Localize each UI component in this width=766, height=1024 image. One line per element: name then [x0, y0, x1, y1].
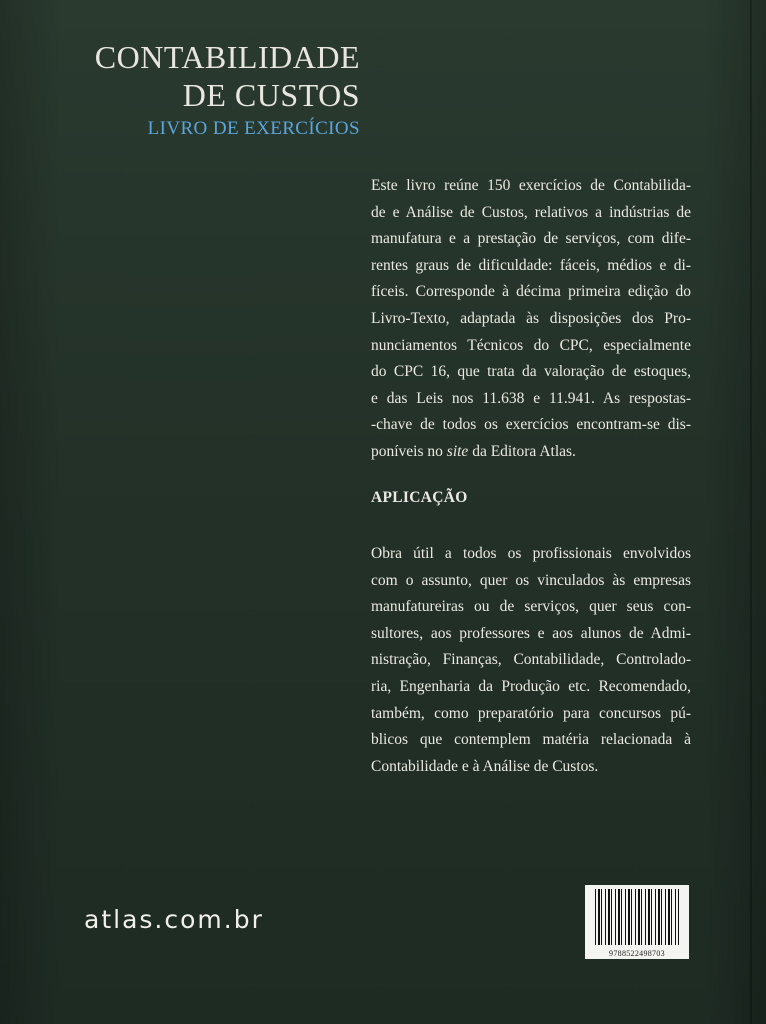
book-subtitle: LIVRO DE EXERCÍCIOS: [147, 118, 360, 139]
publisher-website: atlas.com.br: [84, 905, 264, 934]
intro-line: nunciamentos Técnicos do CPC, especialmente: [371, 336, 691, 354]
barcode: [585, 885, 689, 959]
intro-line: do CPC 16, que trata da valoração de estoques,: [371, 363, 691, 381]
application-line: sultores, aos professores e aos alunos de Admi-: [371, 624, 691, 642]
intro-line: de e Análise de Custos, relativos a indústrias de: [371, 203, 691, 221]
intro-last-suffix: da Editora Atlas.: [468, 442, 576, 460]
barcode-number: 9788522498703: [609, 949, 665, 958]
book-title: [95, 38, 360, 114]
application-line: com o assunto, quer os vinculados às empresas: [371, 571, 691, 589]
section-heading-aplicacao: APLICAÇÃO: [371, 489, 468, 506]
application-paragraph: [371, 541, 691, 780]
application-line: nistração, Finanças, Contabilidade, Controlado-: [371, 651, 691, 669]
application-line: manufatureiras ou de serviços, quer seus con-: [371, 598, 691, 616]
intro-last-prefix: poníveis no: [371, 442, 447, 460]
intro-line: rentes graus de dificuldade: fáceis, médios e di-: [371, 256, 691, 274]
intro-line: -chave de todos os exercícios encontram-se dis-: [371, 416, 691, 434]
intro-last-italic: site: [446, 442, 469, 460]
intro-last-line: [371, 439, 691, 466]
intro-line: manufatura e a prestação de serviços, com dife-: [371, 230, 691, 248]
cover-edge-shadow: [750, 0, 752, 1024]
application-line: Obra útil a todos os profissionais envolvidos: [371, 545, 691, 562]
intro-paragraph: [371, 173, 691, 466]
intro-line: e das Leis nos 11.638 e 11.941. As respostas-: [371, 389, 691, 407]
application-line: ria, Engenharia da Produção etc. Recomendado,: [371, 677, 691, 695]
intro-line: Este livro reúne 150 exercícios de Contabilida-: [371, 177, 691, 194]
book-title-line-2: DE CUSTOS: [182, 77, 360, 113]
intro-line: Livro-Texto, adaptada às disposições dos Pro-: [371, 309, 691, 327]
application-line: Contabilidade e à Análise de Custos.: [371, 757, 599, 775]
intro-line: fíceis. Corresponde à décima primeira edição do: [371, 283, 691, 301]
barcode-bars-icon: [595, 889, 679, 945]
application-line: também, como preparatório para concursos pú-: [371, 704, 691, 722]
book-title-line-1: CONTABILIDADE: [94, 39, 360, 75]
application-line: blicos que contemplem matéria relacionada à: [371, 731, 691, 749]
